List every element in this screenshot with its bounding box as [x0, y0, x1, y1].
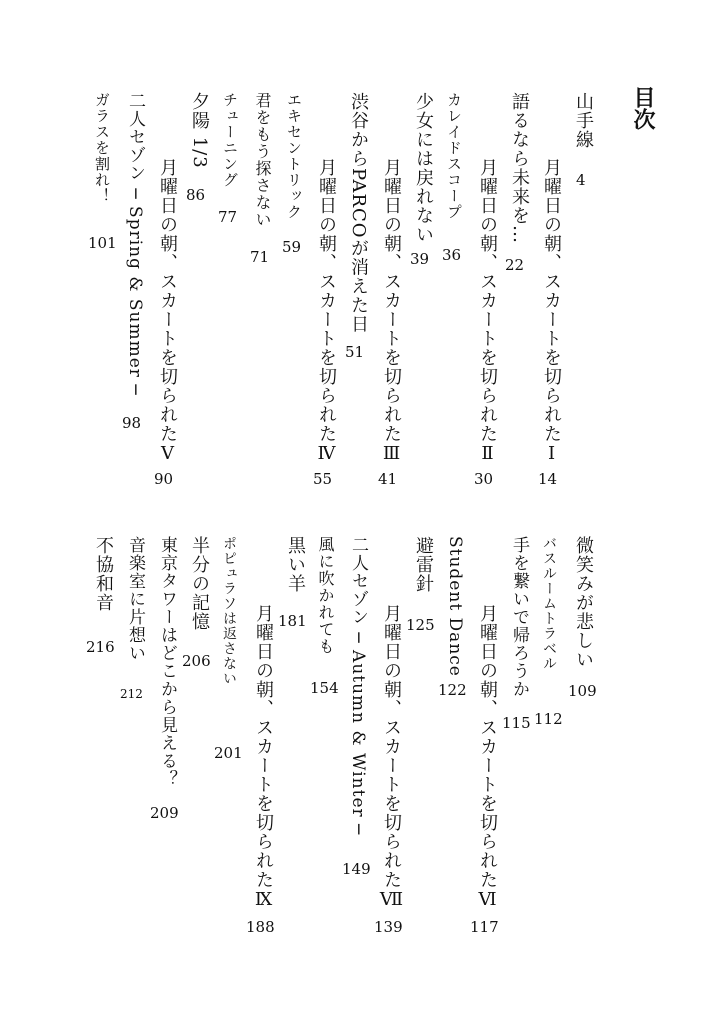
- entry-page: 98: [122, 414, 142, 432]
- entry-title: 二人セゾン ─ Spring & Summer ─: [125, 92, 145, 396]
- entry-title: 夕陽 1/3: [189, 92, 210, 169]
- entry-title: チューニング: [221, 92, 239, 188]
- entry-page: 212: [120, 687, 143, 701]
- entry-title: ポピュラソは返さない: [221, 536, 237, 686]
- entry-title: 語るなら未来を…: [509, 92, 530, 244]
- entry-page: 41: [378, 470, 398, 488]
- entry-page: 201: [214, 744, 243, 762]
- entry-page: 109: [568, 682, 597, 700]
- entry-title: 月曜日の朝、スカートを切られたⅥ: [477, 604, 498, 911]
- entry-page: 117: [470, 918, 499, 936]
- entry-page: 36: [442, 246, 462, 264]
- page-title: 目次: [630, 86, 656, 130]
- entry-page: 154: [310, 679, 339, 697]
- entry-page: 139: [374, 918, 403, 936]
- entry-title: ガラスを割れ！: [93, 92, 111, 204]
- entry-title: 風に吹かれても: [316, 536, 335, 655]
- entry-page: 112: [534, 710, 563, 728]
- entry-title: 手を繋いで帰ろうか: [509, 536, 529, 698]
- entry-page: 125: [406, 616, 435, 634]
- entry-page: 39: [410, 250, 430, 268]
- entry-page: 122: [438, 681, 467, 699]
- entry-title: 不協和音: [93, 536, 114, 612]
- entry-title: バスルームトラベル: [541, 536, 557, 671]
- entry-title: 月曜日の朝、スカートを切られたⅠ: [541, 158, 562, 465]
- entry-title: 月曜日の朝、スカートを切られたⅦ: [381, 604, 402, 911]
- entry-title: 二人セゾン ─ Autumn & Winter ─: [348, 536, 368, 836]
- entry-title: 少女には戻れない: [413, 92, 434, 244]
- entry-title: 渋谷からPARCOが消えた日: [348, 92, 369, 334]
- entry-page: 90: [154, 470, 174, 488]
- entry-page: 181: [278, 612, 307, 630]
- entry-page: 55: [313, 470, 333, 488]
- entry-page: 4: [576, 171, 586, 189]
- entry-title: 月曜日の朝、スカートを切られたⅣ: [316, 158, 337, 465]
- entry-title: 黒い羊: [285, 536, 306, 593]
- entry-title: 月曜日の朝、スカートを切られたⅡ: [477, 158, 498, 465]
- entry-title: 音楽室に片想い: [125, 536, 145, 662]
- entry-title: 山手線: [573, 92, 594, 149]
- entry-title: Student Dance: [445, 536, 465, 677]
- entry-page: 14: [538, 470, 558, 488]
- entry-page: 209: [150, 804, 179, 822]
- entry-page: 59: [282, 238, 302, 256]
- entry-page: 149: [342, 860, 371, 878]
- entry-page: 188: [246, 918, 275, 936]
- entry-page: 22: [505, 256, 525, 274]
- entry-page: 115: [502, 714, 531, 732]
- entry-title: 半分の記憶: [189, 536, 210, 631]
- entry-page: 77: [218, 208, 238, 226]
- entry-title: 微笑みが悲しい: [573, 536, 594, 669]
- entry-title: 避雷針: [413, 536, 434, 593]
- entry-title: 君をもう探さない: [253, 92, 272, 228]
- entry-title: カレイドスコープ: [445, 92, 463, 220]
- entry-title: 月曜日の朝、スカートを切られたⅨ: [253, 604, 274, 911]
- entry-page: 101: [88, 234, 117, 252]
- entry-page: 51: [345, 343, 365, 361]
- entry-page: 216: [86, 638, 115, 656]
- entry-title: 東京タワーはどこから見える？: [157, 536, 177, 788]
- entry-title: 月曜日の朝、スカートを切られたⅢ: [381, 158, 402, 465]
- entry-page: 206: [182, 652, 211, 670]
- entry-title: 月曜日の朝、スカートを切られたⅤ: [157, 158, 178, 465]
- entry-page: 71: [250, 248, 270, 266]
- entry-title: エキセントリック: [285, 92, 303, 220]
- entry-page: 30: [474, 470, 494, 488]
- entry-page: 86: [186, 186, 206, 204]
